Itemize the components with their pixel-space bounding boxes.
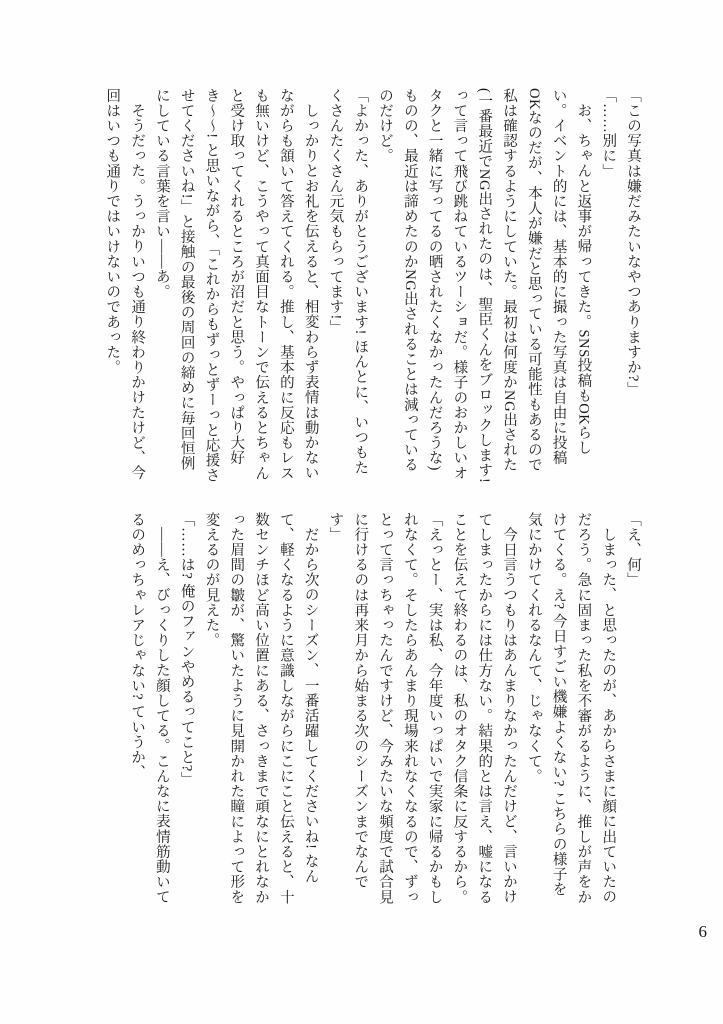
paragraph: しまった、と思ったのが、あからさまに顔に出ていたのだろう。急に固まった私を不審がるように、推しが声をかけてくる。え? 今日すごい機嫌よくない? こちらの様子を気にかけてくれるなんて、じゃなくて。 — [525, 512, 617, 905]
paragraph: 今日言うつもりはあんまりなかったんだけど、言いかけてしまったからには仕方ない。結果的とは言え、嘘になることを伝えて終わるのは、私のオタク信条に反するから。 — [451, 512, 518, 905]
paragraph: 「よかった、ありがとうございます! ほんとに、いつもたくさんたくさん元気もらってます!」 — [327, 88, 369, 476]
paragraph: 「……別に」 — [600, 88, 617, 179]
paragraph: 「……は? 俺のファンやめるってこと?」 — [178, 512, 195, 787]
paragraph: ——え、びっくりした顔してる。こんなに表情筋動いてるのめっちゃレアじゃない? ていうか、 — [129, 512, 170, 904]
page-number: 6 — [698, 922, 707, 941]
text-block-bottom — [99, 512, 645, 908]
paragraph: 「この写真は嫌だみたいなやつありますか?」 — [625, 88, 641, 398]
paragraph: だから次のシーズン、一番活躍してくださいね! なんて、軽くなるように意識しながらにこにこと伝えると、十数センチほど高い位置にある、さっきまで頑なにとれなかった眉間の皺が、驚いたように見開かれた瞳によって形を変えるのが見えた。 — [203, 512, 319, 905]
paragraph: お、ちゃんと返事が帰ってきた。SNS投稿もOKらしい。イベント的には、基本的に撮った写真は自由に投稿OKなのだが、本人が嫌だと思っている可能性もあるので私は確認するようにしていた。最初は何度かNG出された(一番最近でNG出されたのは、聖臣くんをブロックします! って言って飛び跳ねているツーショだ。様子のおかしいオタクと一緒に写ってるの晒されたくなかったんだろうな)ものの、最近は諦めたのかNG出されることは減っているのだけど。 — [377, 88, 592, 484]
paragraph: そうだった。うっかりいつも通り終わりかけたけど、今回はいつも通りではいけないのであった。 — [104, 88, 146, 480]
paragraph: 「えっとー、実は私、今年度いっぱいで実家に帰るかもしれなくて。そしたらあんまり現場来れなくなるので、ずっとって言っちゃったんですけど、今みたいな頻度で試合見に行けるのは再来月から始まる次のシーズンまでなんです」 — [327, 512, 443, 905]
text-block-top — [99, 88, 645, 484]
paragraph: しっかりとお礼を伝えると、相変わらず表情は動かないながらも頷いて答えてくれる。推し、基本的に反応もレスも無いけど、こうやって真面目なトーンで伝えるとちゃんと受け取ってくれるところが沼だと思う。やっぱり大好き〜〜! と思いながら、「これからもずっとずーっと応援させてくださいね!」と接触の最後の周回の締めに毎回恒例にしている言葉を言い——あ。 — [153, 88, 319, 484]
paragraph: 「え、何」 — [625, 512, 641, 588]
